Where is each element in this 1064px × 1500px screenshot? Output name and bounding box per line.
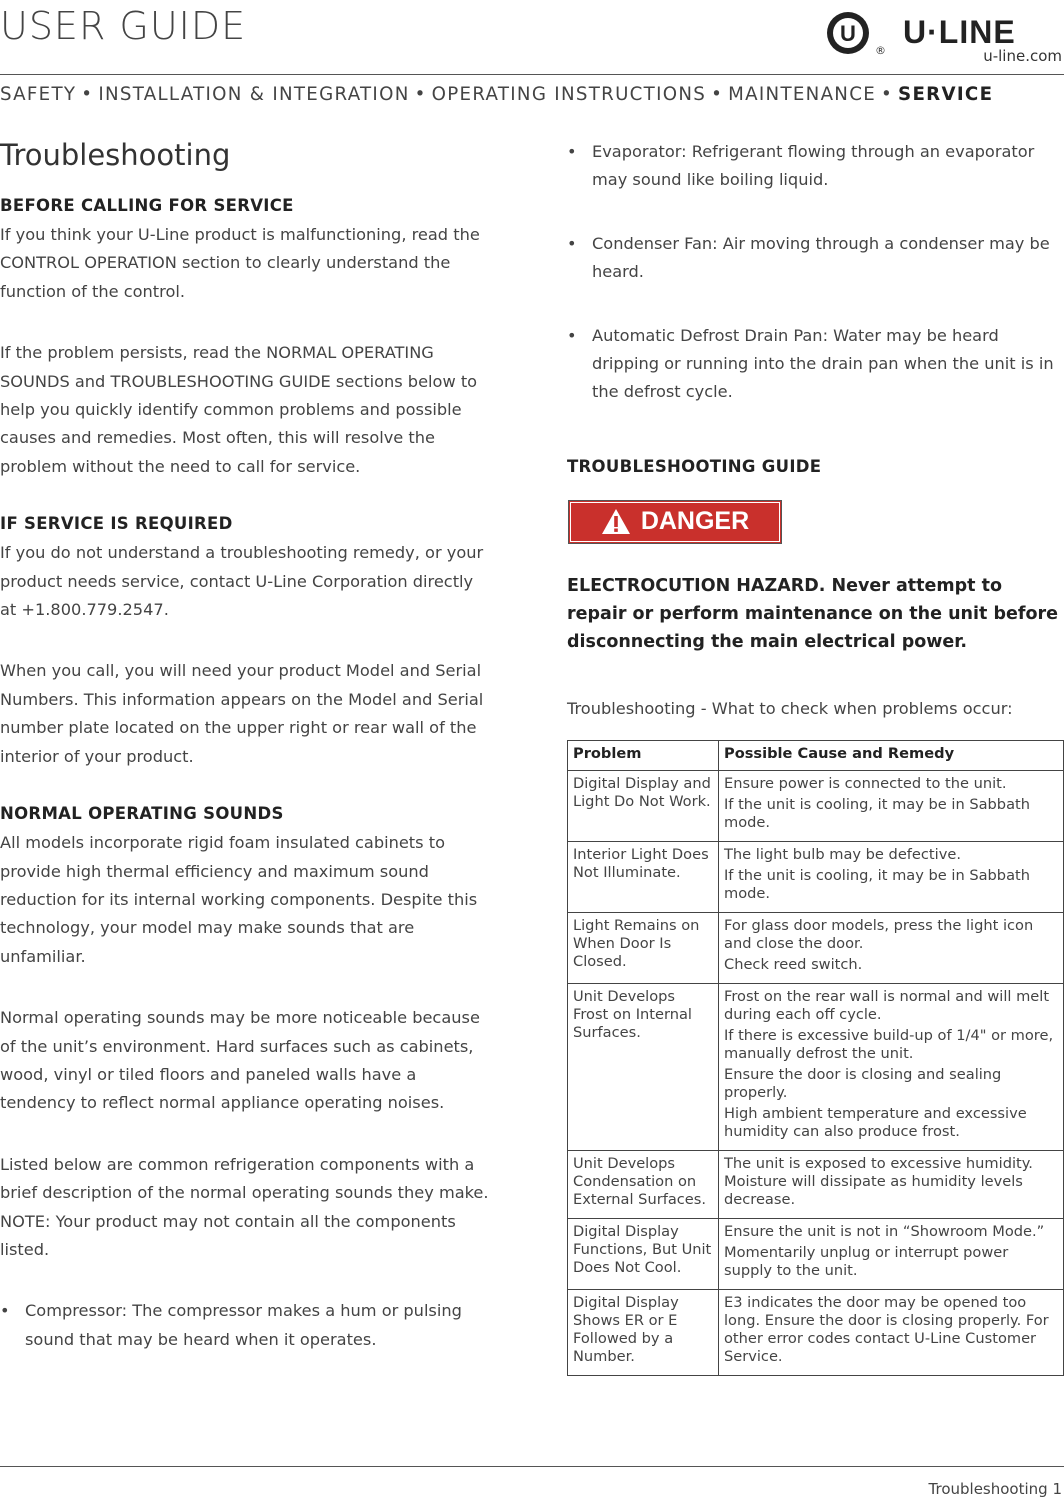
problem-cell: Digital Display Functions, But Unit Does Not Cool. (568, 1218, 719, 1289)
nav-separator: • (414, 84, 427, 105)
remedy-text: If the unit is cooling, it may be in Sabbath mode. (724, 866, 1030, 902)
operating-sounds-heading: NORMAL OPERATING SOUNDS (0, 804, 284, 824)
problem-cell: Unit Develops Frost on Internal Surfaces. (568, 983, 719, 1150)
table-row (568, 1150, 1064, 1218)
nav-separator: • (711, 84, 724, 105)
danger-text: DANGER (640, 507, 750, 536)
remedy-text: The light bulb may be defective. (724, 845, 961, 863)
nav-safety[interactable]: SAFETY (0, 84, 77, 105)
danger-label (568, 500, 782, 544)
table-intro: Troubleshooting - What to check when problems occur: (567, 698, 1013, 718)
remedy-cell (719, 983, 1064, 1150)
problem-cell: Light Remains on When Door Is Closed. (568, 912, 719, 983)
problem-cell: Interior Light Does Not Illuminate. (568, 841, 719, 912)
service-required-paragraph-1: If you do not understand a troubleshooting remedy, or your product needs service, contact U-Line Corporation directly at +1.800.779.2547. (0, 543, 484, 620)
remedy-text: Ensure the door is closing and sealing properly. (724, 1065, 1002, 1101)
nav-operating[interactable]: OPERATING INSTRUCTIONS (431, 84, 707, 105)
nav-service[interactable]: SERVICE (898, 84, 994, 105)
nav-maintenance[interactable]: MAINTENANCE (728, 84, 877, 105)
service-required-heading: IF SERVICE IS REQUIRED (0, 514, 233, 534)
header-divider (0, 74, 1064, 75)
registered-mark: ® (875, 44, 886, 57)
list-item: • Condenser Fan: Air moving through a condenser may be heard. (567, 230, 1064, 287)
page-footer: Troubleshooting 1 (928, 1480, 1062, 1498)
operating-sounds-paragraph-1: All models incorporate rigid foam insulated cabinets to provide high thermal efficiency and maximum sound reduction for its internal working components. Despite this technology, your model may make sounds that are unfamiliar. (0, 833, 478, 966)
operating-sounds-paragraph-3: Listed below are common refrigeration components with a brief description of the normal operating sounds they make. NOTE: Your product may not contain all the components listed. (0, 1154, 489, 1259)
page-title: Troubleshooting (0, 138, 231, 172)
remedy-cell (719, 1150, 1064, 1218)
list-item: • Compressor: The compressor makes a hum or pulsing sound that may be heard when it operates. (0, 1297, 492, 1354)
remedy-text: If the unit is cooling, it may be in Sabbath mode. (724, 795, 1030, 831)
troubleshooting-guide-heading: TROUBLESHOOTING GUIDE (567, 456, 822, 476)
footer-divider (0, 1466, 1064, 1467)
page-header (0, 0, 1064, 110)
remedy-text: Momentarily unplug or interrupt power supply to the unit. (724, 1243, 1009, 1279)
troubleshooting-table (567, 740, 1064, 1376)
column-header-remedy: Possible Cause and Remedy (719, 740, 1064, 770)
left-column (0, 138, 492, 1389)
remedy-text: E3 indicates the door may be opened too long. Ensure the door is closing properly. For other error codes contact U-Line Customer Service. (724, 1293, 1049, 1365)
before-calling-heading: BEFORE CALLING FOR SERVICE (0, 196, 294, 215)
section-nav (0, 84, 993, 105)
remedy-cell (719, 770, 1064, 841)
nav-separator: • (881, 84, 894, 105)
sounds-list-right (567, 138, 1064, 407)
guide-title: USER GUIDE (0, 4, 247, 48)
website-link[interactable]: u-line.com (983, 47, 1062, 65)
remedy-cell (719, 1218, 1064, 1289)
remedy-text: Ensure power is connected to the unit. (724, 774, 1007, 792)
right-column (567, 138, 1064, 1376)
electrocution-hazard-warning: ELECTROCUTION HAZARD. Never attempt to repair or perform maintenance on the unit before disconnecting the main electrical power. (567, 575, 1058, 652)
remedy-text: Frost on the rear wall is normal and will melt during each off cycle. (724, 987, 1050, 1023)
problem-cell: Digital Display and Light Do Not Work. (568, 770, 719, 841)
operating-sounds-paragraph-2: Normal operating sounds may be more noticeable because of the unit’s environment. Hard surfaces such as cabinets, wood, vinyl or tiled floors and paneled walls have a tendency to reflect normal appliance operating noises. (0, 1008, 480, 1113)
before-calling-paragraph-2: If the problem persists, read the NORMAL OPERATING SOUNDS and TROUBLESHOOTING GUIDE sections below to help you quickly identify common problems and possible causes and remedies. Most often, this will resolve the problem without the need to call for service. (0, 343, 478, 476)
table-row (568, 770, 1064, 841)
logo-mark: U (840, 21, 856, 46)
logo-wordmark: U·LINE (903, 14, 1016, 50)
nav-installation[interactable]: INSTALLATION & INTEGRATION (98, 84, 410, 105)
table-row (568, 912, 1064, 983)
sounds-list-left (0, 1297, 492, 1354)
warning-triangle-icon (601, 508, 631, 535)
service-required-paragraph-2: When you call, you will need your product Model and Serial Numbers. This information appears on the Model and Serial number plate located on the upper right or rear wall of the interior of your product. (0, 661, 484, 766)
table-header-row (568, 740, 1064, 770)
remedy-text: For glass door models, press the light icon and close the door. (724, 916, 1034, 952)
column-header-problem: Problem (568, 740, 719, 770)
remedy-text: Ensure the unit is not in “Showroom Mode.” (724, 1222, 1045, 1240)
problem-cell: Unit Develops Condensation on External Surfaces. (568, 1150, 719, 1218)
table-body (568, 770, 1064, 1375)
remedy-text: If there is excessive build-up of 1/4" or more, manually defrost the unit. (724, 1026, 1054, 1062)
remedy-text: High ambient temperature and excessive humidity can also produce frost. (724, 1104, 1027, 1140)
table-row (568, 841, 1064, 912)
remedy-cell (719, 841, 1064, 912)
list-item: • Automatic Defrost Drain Pan: Water may be heard dripping or running into the drain pan when the unit is in the defrost cycle. (567, 322, 1064, 407)
remedy-cell (719, 912, 1064, 983)
nav-separator: • (81, 84, 94, 105)
list-item: • Evaporator: Refrigerant flowing through an evaporator may sound like boiling liquid. (567, 138, 1064, 195)
table-row (568, 1289, 1064, 1375)
remedy-cell (719, 1289, 1064, 1375)
problem-cell: Digital Display Shows ER or E Followed by a Number. (568, 1289, 719, 1375)
before-calling-paragraph-1: If you think your U-Line product is malfunctioning, read the CONTROL OPERATION section to clearly understand the function of the control. (0, 225, 480, 301)
table-row (568, 983, 1064, 1150)
table-row (568, 1218, 1064, 1289)
remedy-text: The unit is exposed to excessive humidity. Moisture will dissipate as humidity levels decrease. (724, 1154, 1033, 1208)
remedy-text: Check reed switch. (724, 955, 863, 973)
